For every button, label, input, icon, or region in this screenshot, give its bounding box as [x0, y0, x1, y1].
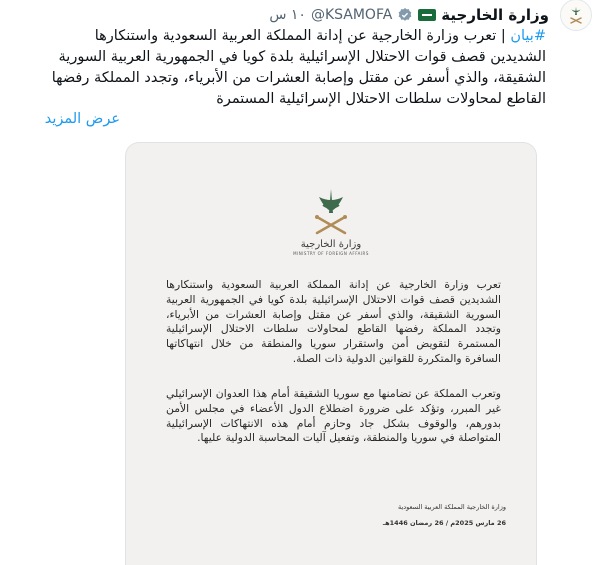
tweet-text: [46, 26, 546, 110]
timestamp[interactable]: ١٠ س: [269, 7, 306, 23]
statement-image[interactable]: [125, 142, 537, 565]
statement-date: 26 مارس 2025م / 26 رمضان 1446هـ: [382, 519, 506, 527]
avatar[interactable]: [560, 0, 592, 31]
ministry-name-ar: وزارة الخارجية: [300, 239, 362, 250]
account-handle[interactable]: @KSAMOFA: [310, 7, 393, 23]
tweet-header: [269, 2, 592, 28]
tweet-body: | تعرب وزارة الخارجية عن إدانة المملكة العربية السعودية واستنكارها الشديدين قصف قوات الاحتلال الإسرائيلية بلدة كويا في الجمهورية العربية السورية الشقيقة، والذي أسفر عن مقتل وإصابة العشرات من الأبرياء، وتجدد المملكة رفضها القاطع لمحاولات سلطات الاحتلال الإسرائيلية المستمرة: [51, 28, 546, 107]
saudi-emblem-icon: [309, 187, 353, 237]
statement-paragraph-2: وتعرب المملكة عن تضامنها مع سوريا الشقيقة أمام هذا العدوان الإسرائيلي غير المبرر، وتؤكد على ضرورة اضطلاع الدول الأعضاء في مجلس الأمن بدورهم، والوقوف بشكل جاد وحازم أمام هذه الانتهاكات الإسرائيلية المتواصلة في سوريا والمنطقة، وتفعيل آليات المحاسبة الدولية عليها.: [166, 387, 501, 445]
saudi-emblem-icon: [565, 4, 587, 26]
show-more-link[interactable]: عرض المزيد: [44, 111, 120, 127]
verified-badge-icon: [397, 7, 413, 23]
account-name[interactable]: وزارة الخارجية: [441, 6, 549, 24]
ministry-name-en: MINISTRY OF FOREIGN AFFAIRS: [293, 251, 369, 256]
saudi-flag-icon: [418, 9, 436, 21]
statement-signature: وزارة الخارجية المملكة العربية السعودية: [397, 503, 506, 511]
hashtag-link[interactable]: #بيان: [510, 28, 546, 44]
statement-paragraph-1: تعرب وزارة الخارجية عن إدانة المملكة العربية السعودية واستنكارها الشديدين قصف قوات الاحتلال الإسرائيلية بلدة كويا في الجمهورية العربية السورية الشقيقة، والذي أسفر عن مقتل وإصابة العشرات من الأبرياء، وتجدد المملكة رفضها القاطع لمحاولات سلطات الاحتلال الإسرائيلية المستمرة لتقويض أمن واستقرار سوريا والمنطقة من خلال انتهاكاتها السافرة والمتكررة للقوانين الدولية ذات الصلة.: [166, 278, 501, 365]
